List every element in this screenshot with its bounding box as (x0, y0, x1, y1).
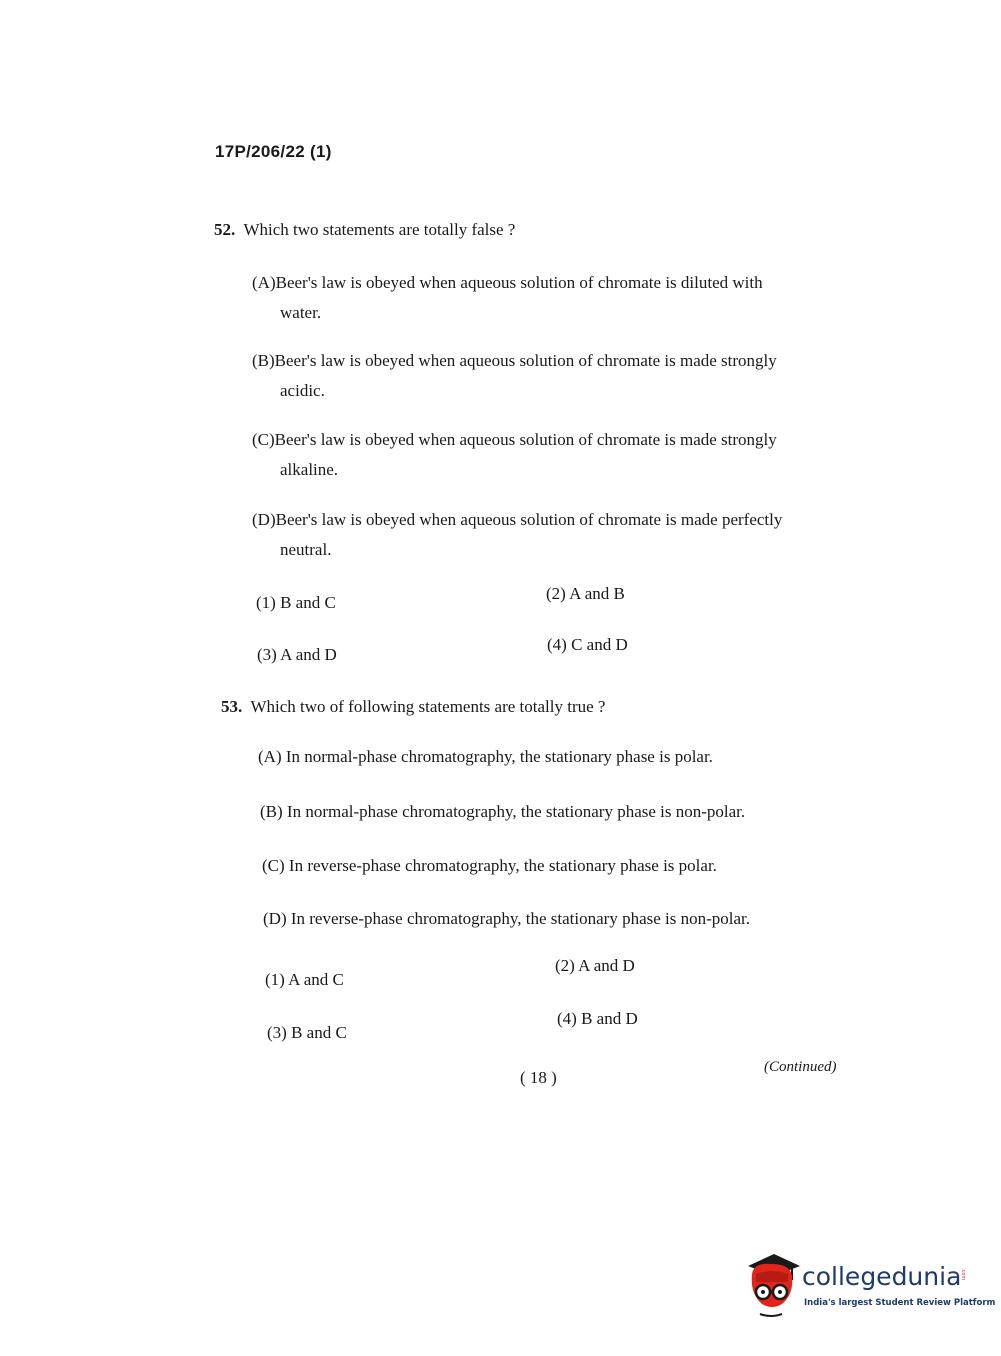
mascot-icon (742, 1252, 802, 1322)
statement-label: (D) (252, 510, 276, 529)
statement-53-a (258, 742, 713, 772)
logo-tagline: India's largest Student Review Platform (804, 1298, 996, 1308)
option-text: B and C (291, 1023, 347, 1042)
collegedunia-logo[interactable] (742, 1252, 996, 1322)
statement-text: Beer's law is obeyed when aqueous solution of chromate is made strongly (274, 430, 777, 449)
statement-text: Beer's law is obeyed when aqueous solution of chromate is made strongly (274, 351, 777, 370)
option-text: A and D (280, 645, 337, 664)
option-label: (3) (257, 645, 277, 664)
statement-label: (B) (260, 802, 283, 821)
statement-text: Beer's law is obeyed when aqueous solution of chromate is made perfectly (275, 510, 783, 529)
question-text: Which two of following statements are totally true ? (250, 697, 606, 716)
paper-code: 17P/206/22 (1) (215, 142, 332, 161)
statement-text: In normal-phase chromatography, the stationary phase is polar. (285, 747, 713, 766)
option-53-1 (265, 970, 344, 990)
option-53-2 (555, 956, 635, 976)
option-52-4 (547, 635, 628, 655)
logo-wordmark: collegedunia (802, 1262, 962, 1291)
statement-53-b (260, 797, 745, 827)
statement-label: (C) (252, 430, 275, 449)
statement-text: In reverse-phase chromatography, the stationary phase is polar. (288, 856, 717, 875)
question-number: 52. (214, 220, 236, 239)
option-label: (1) (256, 593, 276, 612)
statement-label: (D) (263, 909, 287, 928)
option-text: B and D (581, 1009, 638, 1028)
logo-dotcom: .com (960, 1268, 966, 1281)
option-text: A and C (288, 970, 344, 989)
option-52-3 (257, 645, 337, 665)
statement-53-c (262, 851, 717, 881)
statement-label: (A) (252, 273, 276, 292)
question-number: 53. (221, 697, 243, 716)
option-label: (2) (555, 956, 575, 975)
statement-text: Beer's law is obeyed when aqueous solution of chromate is diluted with (275, 273, 763, 292)
option-text: A and B (569, 584, 625, 603)
question-53 (221, 697, 605, 717)
option-label: (3) (267, 1023, 287, 1042)
option-text: A and D (578, 956, 635, 975)
statement-52-c (252, 425, 777, 485)
option-53-4 (557, 1009, 638, 1029)
option-text: C and D (571, 635, 628, 654)
statement-52-a (252, 268, 763, 328)
continued-note: (Continued) (764, 1059, 837, 1075)
statement-continuation: alkaline. (280, 460, 339, 479)
statement-text: In reverse-phase chromatography, the stationary phase is non-polar. (290, 909, 751, 928)
option-text: B and C (280, 593, 336, 612)
statement-52-b (252, 346, 777, 406)
statement-continuation: acidic. (280, 381, 325, 400)
question-52 (214, 220, 515, 240)
option-label: (4) (557, 1009, 577, 1028)
option-52-1 (256, 593, 336, 613)
question-text: Which two statements are totally false ? (243, 220, 516, 239)
statement-52-d (252, 505, 782, 565)
statement-continuation: neutral. (280, 540, 332, 559)
option-52-2 (546, 584, 625, 604)
statement-label: (A) (258, 747, 282, 766)
statement-label: (C) (262, 856, 285, 875)
statement-text: In normal-phase chromatography, the stationary phase is non-polar. (286, 802, 746, 821)
statement-label: (B) (252, 351, 275, 370)
statement-continuation: water. (280, 303, 322, 322)
option-label: (2) (546, 584, 566, 603)
page-number: ( 18 ) (520, 1068, 557, 1087)
option-53-3 (267, 1023, 347, 1043)
option-label: (4) (547, 635, 567, 654)
option-label: (1) (265, 970, 285, 989)
statement-53-d (263, 904, 750, 934)
